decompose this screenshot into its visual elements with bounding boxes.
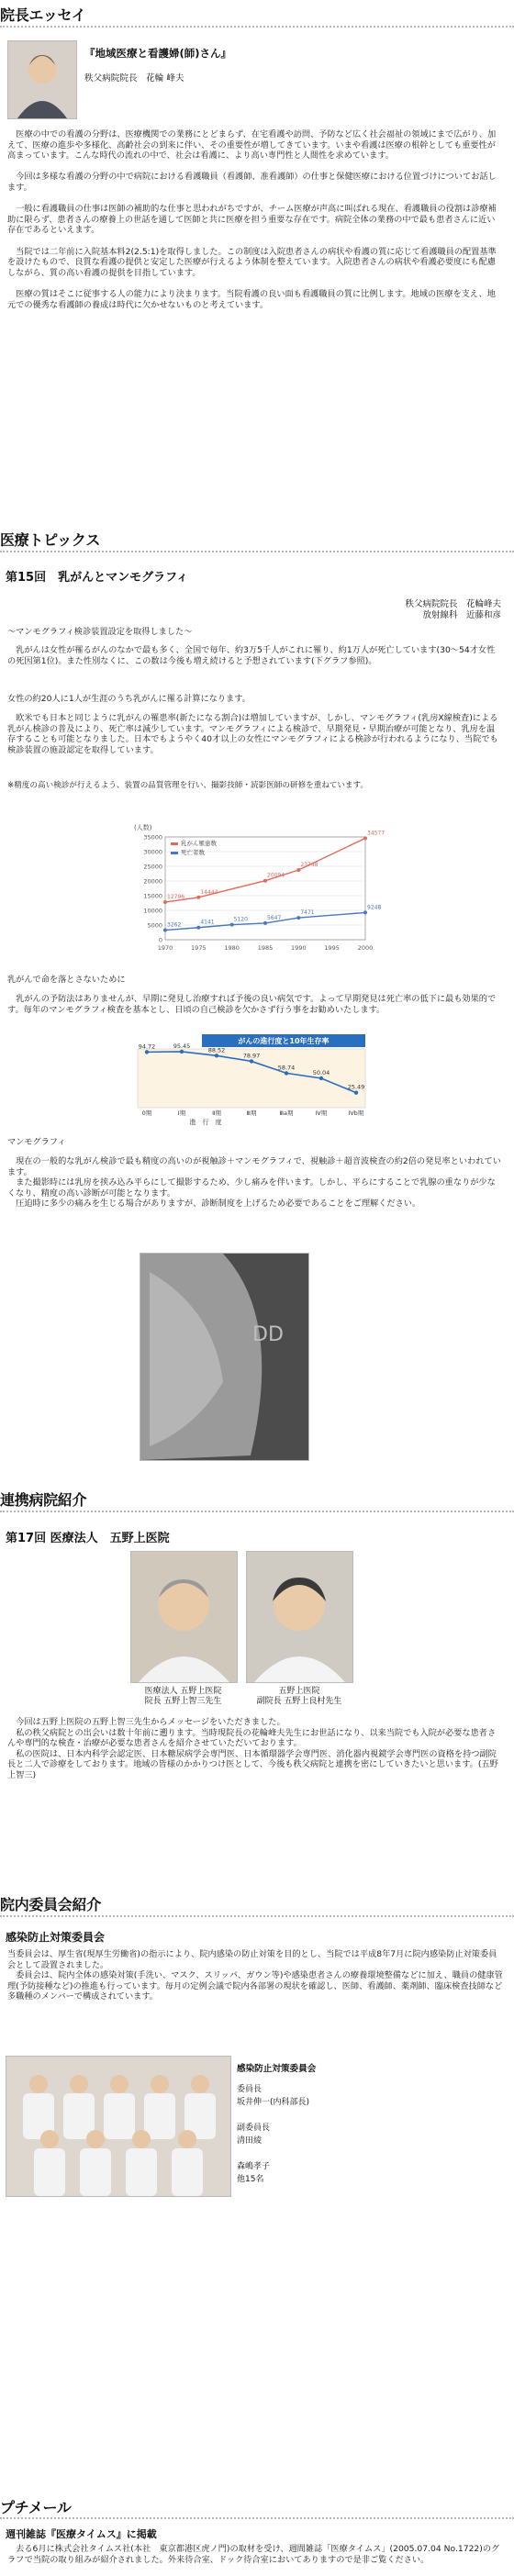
committee-member: 他15名 xyxy=(237,2175,264,2184)
topics-intro: 乳がんは女性が罹るがんのなかで最も多く、全国で毎年、約3万5千人がこれに罹り、約1万人が死亡しています(30～54才女性の死因第1位)。また性別なくに、この数は今後も増え続けると予想されています(下グラフ参照)。 xyxy=(7,645,496,666)
data-point xyxy=(285,1071,288,1075)
director-photo xyxy=(7,40,77,119)
legend-label: 乳がん罹患数 xyxy=(181,840,217,847)
doctor-caption-2: 五野上医院 副院長 五野上良村先生 xyxy=(256,1687,342,1706)
chart-survival xyxy=(128,1034,374,1126)
petit-mail-body: 去る6月に株式会社タイムス社(本社 東京都港区虎ノ門)の取材を受け、週間雑誌「医療タイムス」(2005.07.04 No.1722)のグラフで当院の取り組みが紹介されました。外来待合室、ドック待合室においてありますので是非ご覧ください。 xyxy=(7,2544,500,2565)
x-tick-label: 0期 xyxy=(141,1110,152,1117)
committee-body: 当委員会は、厚生省(現厚生労働省)の指示により、院内感染の防止対策を目的とし、当院では平成8年7月に院内感染防止対策委員会として設置されました。 委員会は、院内全体の感染対策(手洗い、マスク、スリッパ、ガウン等)や感染患者さんの療養環境整備などに加え、職員の健康管理(予防接種など)の推進も行っています。毎月の定例会議で院内各部署の現状を確認し、医師、看護師、薬剤師、臨床検査技師など多職種のメンバーで構成されています。 xyxy=(7,1949,503,2002)
topics-para3: 欧米でも日本と同じように乳がんの罹患率(新たになる割合)は増加していますが、しかし、マンモグラフィ(乳房X線検査)による乳がん検診の普及により、死亡率は減少しています。マンモグラフィによる検診で、早期発見・早期治療が可能となり、乳房を温存することも可能となりました。日本でもようやく40才以上の女性にマンモグラフィによる検診が行われるようになり、当院でも検診装置の施設認定を取得しています。 xyxy=(7,713,498,755)
data-point xyxy=(296,868,300,872)
y-tick-label: 0 xyxy=(158,936,162,944)
committee-member: 清田綾 xyxy=(237,2136,263,2146)
data-label: 50.04 xyxy=(312,1068,330,1076)
topics-author: 秩父病院院長 花輪峰夫 放射線科 近藤和彦 xyxy=(405,599,501,620)
section-title-topics: 医療トピックス xyxy=(0,531,101,549)
petit-mail-headline: 週刊雑誌『医療タイムス』に掲載 xyxy=(6,2528,157,2540)
data-label: 88.52 xyxy=(207,1046,226,1054)
mammogram-image xyxy=(140,1254,308,1460)
divider xyxy=(0,551,514,552)
data-point xyxy=(363,836,367,840)
topics-para5: 乳がんの予防法はありませんが、早期に発見し治療すれば予後の良い病気です。よって早期発見は死亡率の低下に最も効果的です。毎年のマンモグラフィ検査を基本とし、日頃の自己検診を欠かさず行う事をお勧めいたします。 xyxy=(7,994,497,1015)
data-label: 34577 xyxy=(367,830,386,837)
committee-member xyxy=(237,2147,503,2160)
group-photo-image xyxy=(6,2057,230,2196)
essay-byline: 秩父病院院長 花輪 峰夫 xyxy=(84,73,184,84)
section-title-petit-mail: プチメール xyxy=(0,2499,72,2516)
data-label: 12796 xyxy=(167,894,185,901)
committee-member xyxy=(237,2109,503,2122)
y-axis-label: (人数) xyxy=(134,824,152,831)
section-title-committee: 院内委員会紹介 xyxy=(0,1896,101,1913)
topics-line2: 女性の約20人に1人が生涯のうち乳がんに罹る計算になります。 xyxy=(7,694,251,704)
legend-swatch xyxy=(171,842,178,845)
data-point xyxy=(230,923,234,927)
x-tick-label: Ⅲ期 xyxy=(246,1110,257,1117)
y-tick-label: 5000 xyxy=(147,921,162,930)
doctor-photo-2 xyxy=(246,1551,353,1683)
committee-photo xyxy=(6,2056,231,2197)
x-tick-label: 1995 xyxy=(324,944,340,952)
topics-subtitle: ～マンモグラフィ検診装置設定を取得しました～ xyxy=(7,627,193,637)
data-point xyxy=(250,1059,253,1063)
data-point xyxy=(196,926,200,930)
data-point xyxy=(180,1050,184,1054)
x-tick-label: 1980 xyxy=(224,944,240,952)
legend-label: 死亡者数 xyxy=(181,849,205,856)
partner-body: 今回は五野上医院の五野上智三先生からメッセージをいただきました。 私の秩父病院との出会いは数十年前に遡ります。当時現院長の花輪峰夫先生にお世話になり、以来当院でも入院が必要な患者さんや専門的な検査・治療が必要な患者さんを紹介させていただいております。 私の医院は、日本内科学会認定医、日本糖尿病学会専門医、日本循環器学会専門医、消化器内視鏡学会専門医の資格を持つ副院長と二人で診療をしております。地域の皆様のかかりつけ医として、今後も秩父病院と連携を密にしていきたいと思います。(五野上智三) xyxy=(7,1717,498,1780)
y-tick-label: 35000 xyxy=(143,833,162,842)
topics-para4: ※精度の高い検診が行えるよう、装置の品質管理を行い、撮影技師・読影医師の研修を重ねています。 xyxy=(7,781,369,790)
label-mammography: マンモグラフィ xyxy=(7,1137,66,1147)
divider xyxy=(0,26,514,28)
label-prevention: 乳がんで命を落とさないために xyxy=(7,975,126,985)
data-point xyxy=(145,1050,149,1054)
data-point xyxy=(163,900,167,904)
committee-members-title: 感染防止対策委員会 xyxy=(237,2064,317,2074)
portrait-image xyxy=(247,1552,352,1682)
topics-para6: 現在の一般的な乳がん検診で最も精度の高いのが視触診＋マンモグラフィで、視触診＋超音波検査の約2倍の発見率といわれています。 また撮影時には乳房を挟み込み平らにして撮影するため、少し痛みを伴います。しかし、平らにすることで乳腺の重なりが少なくなり、精度の高い診断が可能となります。 圧迫時に多少の痛みを生じる場合がありますが、診断制度を上げるため必要であることをご理解ください。 xyxy=(7,1156,501,1210)
committee-members xyxy=(237,2083,503,2186)
divider xyxy=(0,2517,514,2519)
y-tick-label: 15000 xyxy=(143,892,162,900)
data-label: 7471 xyxy=(300,909,315,917)
mammography-image xyxy=(140,1253,309,1461)
y-tick-label: 10000 xyxy=(143,907,162,915)
data-label: 95.45 xyxy=(173,1042,191,1050)
data-label: 4141 xyxy=(200,919,215,926)
data-point xyxy=(319,1076,323,1080)
x-tick-label: Ⅳb期 xyxy=(348,1110,364,1117)
doctor-caption-1: 医療法人 五野上医院 院長 五野上智三先生 xyxy=(144,1687,222,1706)
data-label: 5647 xyxy=(267,914,282,921)
data-point xyxy=(263,921,267,925)
data-point xyxy=(363,910,367,914)
doctor-photo-1 xyxy=(130,1551,238,1683)
legend-swatch xyxy=(171,852,178,854)
data-point xyxy=(296,916,300,920)
y-tick-label: 30000 xyxy=(143,848,162,856)
data-label: 23748 xyxy=(300,862,318,869)
data-label: 94.72 xyxy=(138,1043,156,1051)
x-tick-label: 1985 xyxy=(257,944,274,952)
data-label: 14444 xyxy=(200,888,218,896)
topics-headline: 第15回 乳がんとマンモグラフィ xyxy=(6,571,189,585)
essay-body: 医療の中での看護の分野は、医療機関での業務にとどまらず、在宅看護や訪問、予防など広く社会福祉の領域にまで広がり、加えて、医療の進歩や多様化、高齢社会の到来に伴い、その重要性が増してきています。いまや看護は医療の根幹としても重要性が高まっています。こんな時代の流れの中で、社会は看護に、より高い専門性と人間性を求めています。 今回は多様な看護の分野の中で病院における看護職員（看護師、准看護師）の仕事と保健医療における位置づけについてお話します。 一般に看護職員の仕事は医師の補助的な仕事と思われがちですが、チーム医療が声高に叫ばれる現在、看護職員の役割は診療補助に限らず、患者さんの療養上の世話を通して医師と共に医療を担う重要な存在です。病院全体の業務の中で最も患者さんに近い存在であるといえます。 当院では二年前に入院基本料2(2.5:1)を取得しました。この制度は入院患者さんの病状や看護の質に応じて看護職員の配置基準を設けたもので、良質な看護の提供と安定した医療が行えるよう体制を整えています。入院患者さんの病状や看護必要度にも配慮しながら、質の高い看護の提供を目指しています。 医療の質はそこに従事する人の能力により決まります。当院看護の良い面も看護職員の質に比例します。地域の医療を支え、地元での優秀な看護師の養成は時代に欠かせないものと考えています。 xyxy=(7,129,497,310)
x-axis-label: 進 行 度 xyxy=(189,1119,222,1126)
section-title-partner: 連携病院紹介 xyxy=(0,1491,87,1509)
data-label: 5120 xyxy=(233,916,248,923)
x-tick-label: Ⅰ期 xyxy=(177,1110,186,1117)
data-label: 20094 xyxy=(267,872,285,879)
data-point xyxy=(354,1090,358,1094)
data-point xyxy=(215,1054,218,1057)
divider xyxy=(0,1511,514,1512)
portrait-image xyxy=(8,41,76,118)
partner-headline: 第17回 医療法人 五野上医院 xyxy=(6,1532,170,1545)
divider xyxy=(0,1915,514,1917)
data-label: 9248 xyxy=(367,904,382,911)
y-tick-label: 20000 xyxy=(143,877,162,886)
x-tick-label: Ⅲa期 xyxy=(279,1110,294,1117)
x-tick-label: 1975 xyxy=(191,944,207,952)
data-point xyxy=(163,929,167,932)
y-tick-label: 25000 xyxy=(143,863,162,871)
x-tick-label: Ⅳ期 xyxy=(315,1110,328,1117)
x-tick-label: 1970 xyxy=(157,944,173,952)
committee-member: 坂井伸一(内科部長) xyxy=(237,2098,310,2107)
data-point xyxy=(196,896,200,899)
portrait-image xyxy=(131,1552,237,1682)
x-tick-label: 1990 xyxy=(291,944,307,952)
data-label: 78.97 xyxy=(242,1052,261,1060)
chart-title: がんの進行度と10年生存率 xyxy=(238,1037,330,1045)
data-point xyxy=(263,879,267,883)
data-label: 3262 xyxy=(167,921,182,929)
committee-member: 森嶋孝子 xyxy=(237,2162,271,2171)
chart-incidence xyxy=(128,819,386,964)
data-label: 25.49 xyxy=(347,1083,365,1091)
data-label: 58.74 xyxy=(277,1064,296,1072)
committee-member: 副委員長 xyxy=(237,2124,271,2133)
committee-member: 委員長 xyxy=(237,2085,263,2094)
svg-text:DD: DD xyxy=(252,1323,284,1346)
x-tick-label: 2000 xyxy=(357,944,374,952)
committee-headline: 感染防止対策委員会 xyxy=(6,1931,106,1944)
x-tick-label: Ⅱ期 xyxy=(212,1110,221,1117)
essay-headline: 『地域医療と看護婦(師)さん』 xyxy=(84,47,232,60)
section-title-essay: 院長エッセイ xyxy=(0,6,86,24)
